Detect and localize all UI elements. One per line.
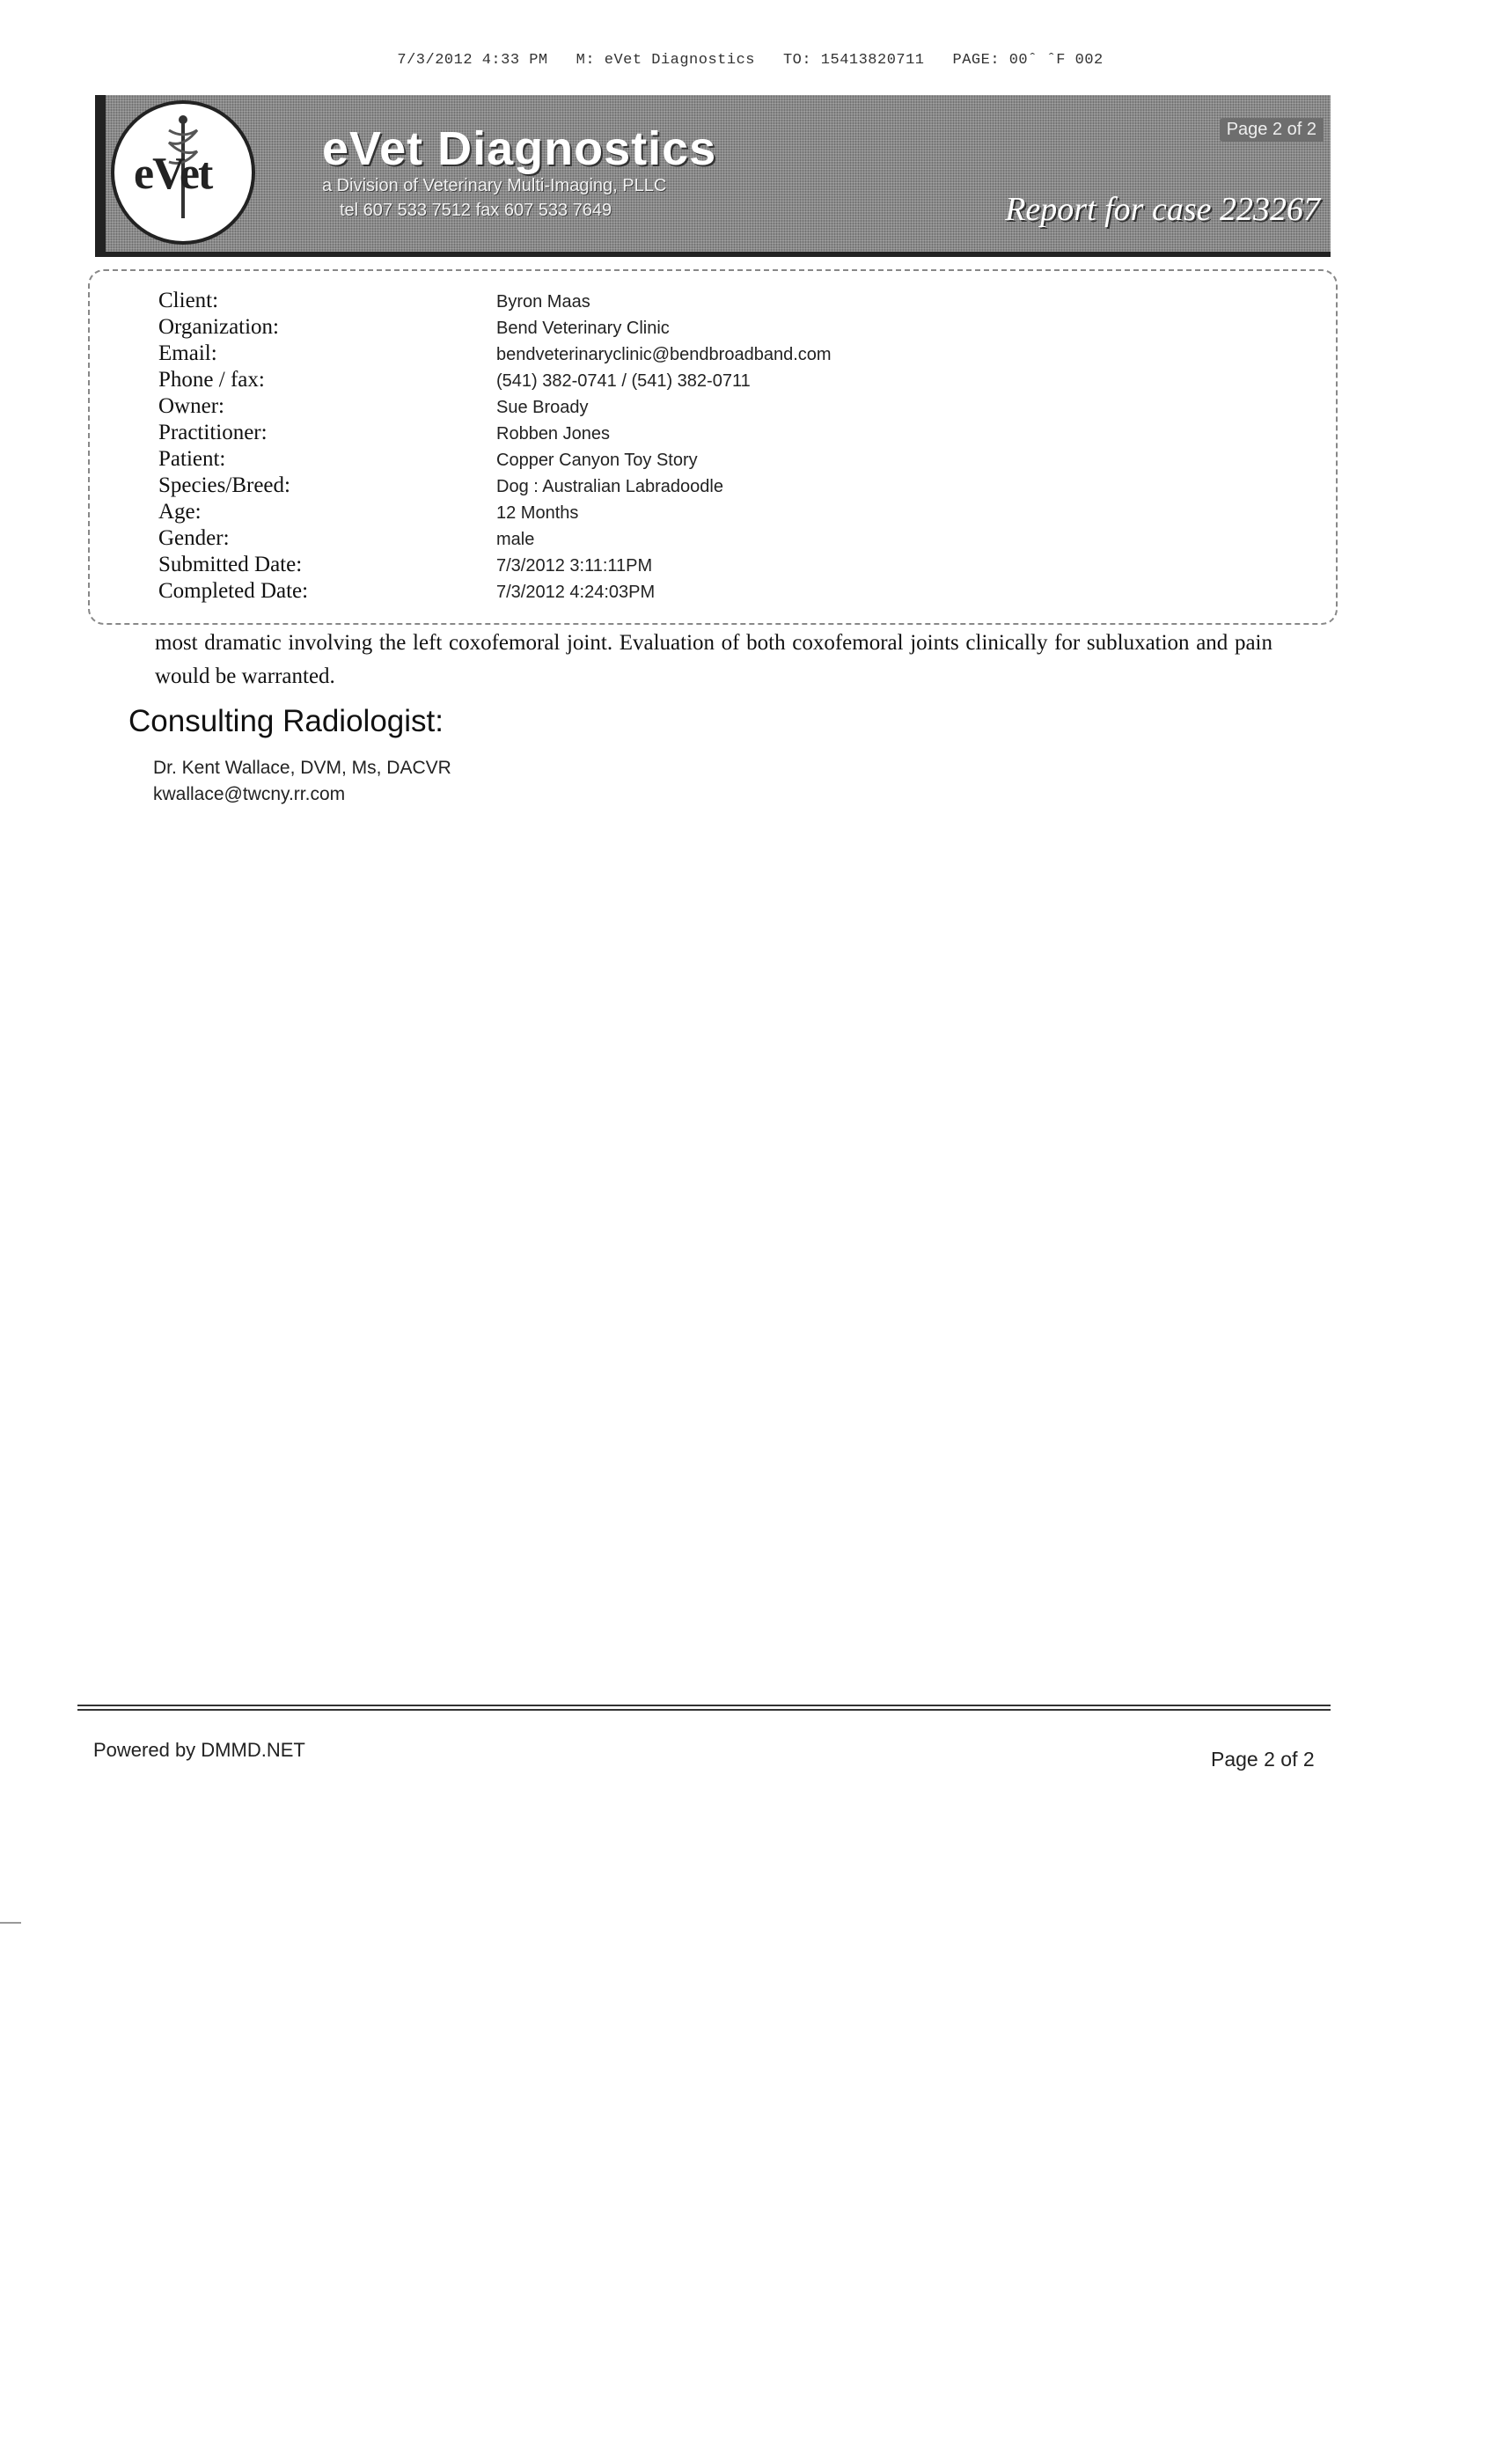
info-value: Byron Maas xyxy=(496,292,590,312)
info-label: Phone / fax: xyxy=(158,368,265,392)
fax-from: M: eVet Diagnostics xyxy=(576,52,755,69)
info-value: bendveterinaryclinic@bendbroadband.com xyxy=(496,345,832,364)
evet-logo xyxy=(111,100,255,245)
info-value: Bend Veterinary Clinic xyxy=(496,319,670,338)
info-value: Sue Broady xyxy=(496,398,589,417)
info-label: Client: xyxy=(158,289,219,312)
footer-divider xyxy=(77,1705,1331,1711)
info-label: Gender: xyxy=(158,526,230,550)
logo-wordmark: eVet xyxy=(134,149,212,199)
report-title: Report for case 223267 xyxy=(1005,191,1320,228)
info-value: 7/3/2012 4:24:03PM xyxy=(496,583,656,602)
radiologist-email: kwallace@twcny.rr.com xyxy=(153,784,346,804)
info-value: (541) 382-0741 / (541) 382-0711 xyxy=(496,371,751,391)
powered-by-label: Powered by DMMD.NET xyxy=(93,1739,305,1761)
info-value: Copper Canyon Toy Story xyxy=(496,451,698,470)
fax-page: PAGE: 00ˆ ˆF 002 xyxy=(952,52,1104,69)
info-label: Email: xyxy=(158,341,217,365)
info-label: Organization: xyxy=(158,315,279,339)
scan-edge-mark xyxy=(0,1922,21,1924)
findings-paragraph: most dramatic involving the left coxofemoral joint. Evaluation of both coxofemoral joints clinically for subluxation and pain would be warranted. xyxy=(155,631,1272,688)
info-label: Practitioner: xyxy=(158,421,268,444)
footer-page-number: Page 2 of 2 xyxy=(1211,1748,1315,1771)
radiologist-name: Dr. Kent Wallace, DVM, Ms, DACVR xyxy=(153,758,451,778)
info-value: 7/3/2012 3:11:11PM xyxy=(496,556,653,576)
banner-page-indicator: Page 2 of 2 xyxy=(1220,118,1324,142)
brand-subtitle: a Division of Veterinary Multi-Imaging, PLLC xyxy=(322,176,667,195)
fax-transmission-header xyxy=(378,35,1132,69)
fax-datetime: 7/3/2012 4:33 PM xyxy=(397,52,548,69)
fax-to: TO: 15413820711 xyxy=(782,52,925,69)
banner-edge xyxy=(95,95,106,252)
info-label: Submitted Date: xyxy=(158,553,303,576)
info-label: Completed Date: xyxy=(158,579,309,603)
consulting-radiologist-heading: Consulting Radiologist: xyxy=(128,704,444,738)
info-value: Robben Jones xyxy=(496,424,610,444)
report-banner xyxy=(95,95,1331,257)
info-label: Owner: xyxy=(158,394,224,418)
info-value: male xyxy=(496,530,535,549)
info-label: Species/Breed: xyxy=(158,473,290,497)
case-info-panel xyxy=(88,269,1338,625)
info-value: Dog : Australian Labradoodle xyxy=(496,477,723,496)
radiologist-signature xyxy=(153,755,451,808)
info-label: Patient: xyxy=(158,447,226,471)
info-label: Age: xyxy=(158,500,202,524)
brand-title: eVet Diagnostics xyxy=(322,122,717,175)
info-value: 12 Months xyxy=(496,503,579,523)
brand-contact: tel 607 533 7512 fax 607 533 7649 xyxy=(340,201,612,220)
